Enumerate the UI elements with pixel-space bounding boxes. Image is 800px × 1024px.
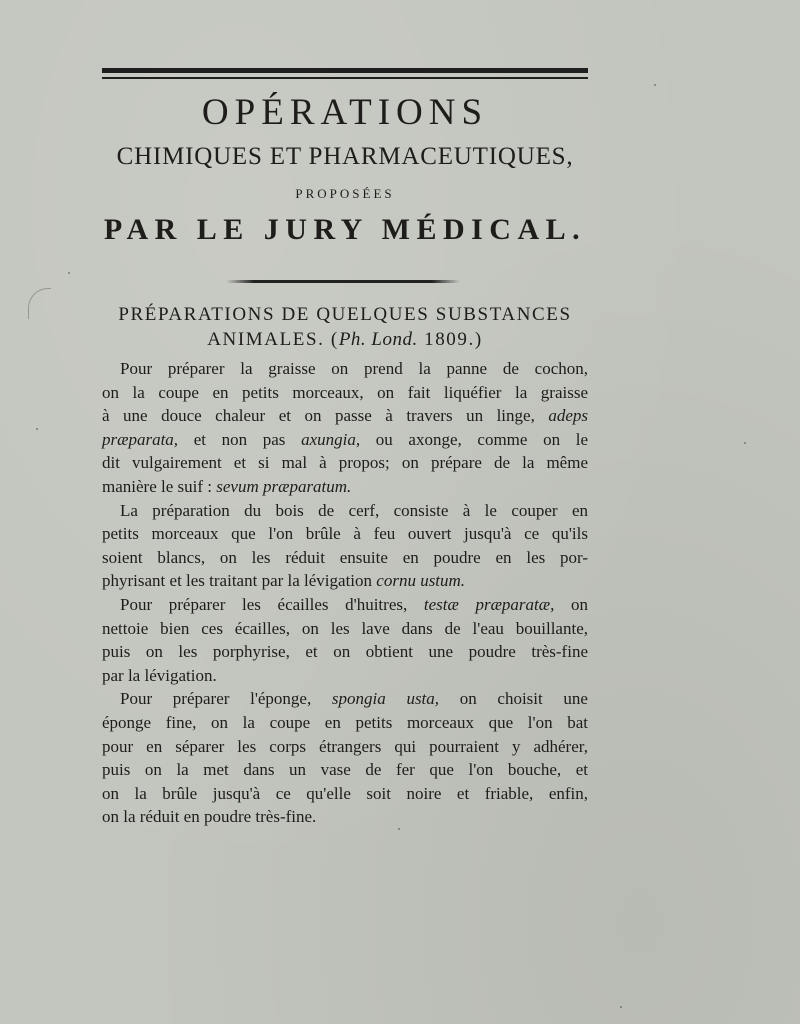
subtitle: CHIMIQUES ET PHARMACEUTIQUES, [116, 143, 574, 170]
text-span: à une douce chaleur et on passe à travers un linge, [102, 406, 549, 426]
text-line [102, 735, 588, 759]
text-span: on choisit une [439, 689, 588, 709]
main-title: OPÉRATIONS [201, 92, 489, 133]
text-line [102, 357, 588, 381]
text-line [102, 640, 588, 664]
paper-speck [398, 828, 400, 830]
text-span: phyrisant et les traitant par la lévigation [102, 571, 377, 591]
text-line [102, 593, 588, 617]
text-span: La préparation du bois de cerf, consiste à le couper en [120, 500, 588, 520]
title-block [102, 88, 588, 250]
jury-line: PAR LE JURY MÉDICAL. [103, 213, 587, 246]
text-span: on la coupe en petits morceaux, on fait liquéfier la graisse [102, 382, 588, 402]
paper-crease [28, 288, 51, 319]
text-span: et non pas [178, 429, 302, 449]
italic-text: spongia usta, [331, 689, 440, 709]
body-text [102, 357, 588, 829]
paper-speck [36, 428, 38, 430]
heading-year: 1809.) [417, 329, 483, 350]
text-line [102, 522, 588, 546]
paragraph [102, 499, 588, 593]
text-span: manière le suif : [102, 476, 217, 496]
text-line [102, 687, 588, 711]
italic-text: cornu ustum. [376, 571, 466, 591]
heading-plain: ANIMALES. ( [207, 329, 339, 350]
text-span: Pour préparer les écailles d'huitres, [120, 594, 424, 614]
text-line [102, 664, 588, 688]
text-span: pour en séparer les corps étrangers qui pourraient y adhérer, [102, 736, 588, 756]
paragraph [102, 687, 588, 829]
text-line [102, 546, 588, 570]
text-span: puis on les porphyrise, et on obtient une poudre très-fine [102, 642, 588, 662]
italic-text: sevum præparatum. [216, 476, 352, 496]
text-line [102, 758, 588, 782]
italic-text: axungia, [301, 429, 361, 449]
paragraph [102, 357, 588, 499]
proposees-line: PROPOSÉES [295, 186, 395, 201]
text-line [102, 428, 588, 452]
text-span: nettoie bien ces écailles, on les lave dans de l'eau bouillante, [102, 618, 588, 638]
paper-speck [68, 272, 70, 274]
italic-text: præparata, [102, 429, 179, 449]
text-span: soient blancs, on les réduit ensuite en poudre en les por- [102, 547, 588, 567]
paper-speck [744, 442, 746, 444]
section-heading [102, 302, 588, 352]
text-span: on la réduit en poudre très-fine. [102, 807, 317, 827]
text-line [102, 782, 588, 806]
text-span: Pour préparer la graisse on prend la panne de cochon, [120, 359, 588, 378]
text-line [102, 404, 588, 428]
text-span: dit vulgairement et si mal à propos; on prépare de la même [102, 453, 588, 473]
italic-text: adeps [548, 406, 588, 426]
text-span: éponge fine, on la coupe en petits morceaux que l'on bat [102, 712, 588, 732]
text-line [102, 711, 588, 735]
text-span: ou axonge, comme on le [360, 429, 588, 449]
ornamental-rule [226, 280, 460, 283]
text-line [102, 805, 588, 829]
text-span: puis on la met dans un vase de fer que l'on bouche, et [102, 760, 588, 780]
top-double-rule [102, 68, 588, 79]
text-line [102, 617, 588, 641]
paper-speck [620, 1006, 622, 1008]
text-span: par la lévigation. [102, 665, 217, 685]
section-heading-line-2 [102, 327, 588, 352]
text-span: on la brûle jusqu'à ce qu'elle soit noire et friable, enfin, [102, 783, 588, 803]
heading-citation: Ph. Lond. [338, 329, 418, 350]
text-span: petits morceaux que l'on brûle à feu ouvert jusqu'à ce qu'ils [102, 524, 588, 544]
paper-speck [654, 84, 656, 86]
paragraph [102, 593, 588, 687]
text-line [102, 381, 588, 405]
text-span: on [554, 594, 588, 614]
text-line [102, 475, 588, 499]
text-span: Pour préparer l'éponge, [120, 689, 332, 709]
text-line [102, 499, 588, 523]
text-line [102, 569, 588, 593]
text-line [102, 451, 588, 475]
section-heading-line-1: PRÉPARATIONS DE QUELQUES SUBSTANCES [118, 304, 572, 325]
italic-text: testæ præparatæ, [423, 594, 555, 614]
